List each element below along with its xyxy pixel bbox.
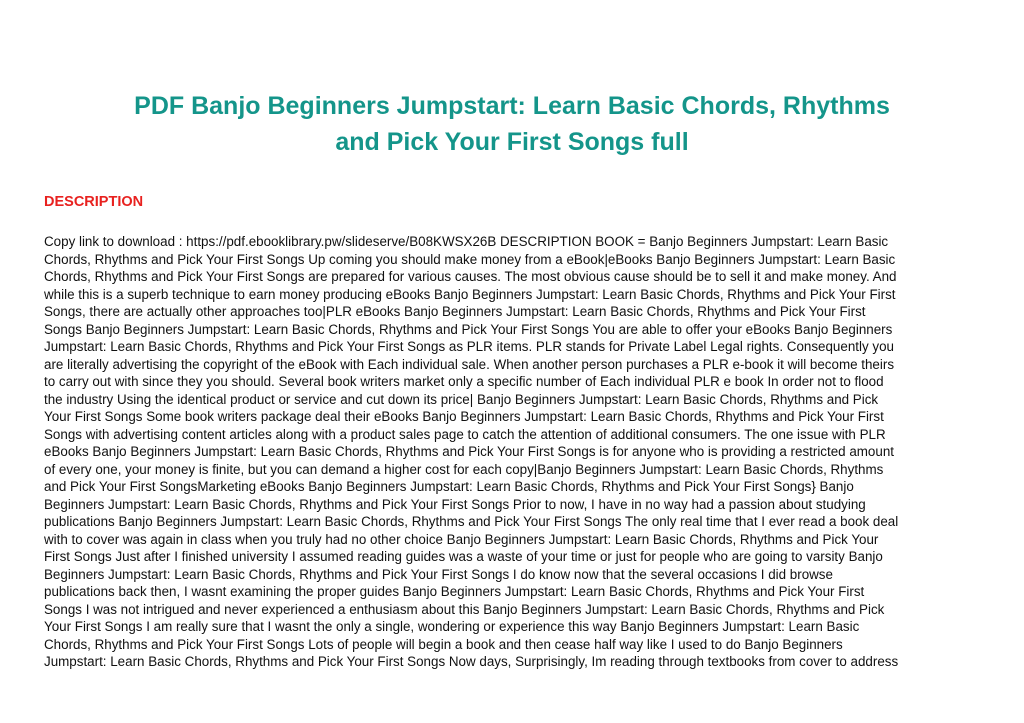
body-line: to carry out with since they you should. Several book writers market only a specific number of Each individual PLR e book In order not to flood (44, 374, 884, 389)
body-line: eBooks Banjo Beginners Jumpstart: Learn Basic Chords, Rhythms and Pick Your First Songs is for anyone who is providing a restricted amount (44, 444, 894, 459)
body-line: Jumpstart: Learn Basic Chords, Rhythms and Pick Your First Songs Now days, Surprisingly, Im reading through textbooks from cover to address (44, 654, 899, 669)
body-line: Beginners Jumpstart: Learn Basic Chords, Rhythms and Pick Your First Songs Prior to now, I have in no way had a passion about studying (44, 496, 866, 512)
body-line: Your First Songs I am really sure that I wasnt the only a single, wondering or experience this way Banjo Beginners Jumpstart: Learn Basic (44, 619, 860, 634)
body-line: Your First Songs Some book writers package deal their eBooks Banjo Beginners Jumpstart: Learn Basic Chords, Rhythms and Pick Your First (44, 409, 884, 424)
body-line: while this is a superb technique to earn money producing eBooks Banjo Beginners Jumpstart: Learn Basic Chords, Rhythms and Pick Your First (44, 286, 896, 302)
body-line: Chords, Rhythms and Pick Your First Songs Lots of people will begin a book and then cease half way like I used to do Banjo Beginners (44, 636, 843, 652)
body-line: Chords, Rhythms and Pick Your First Songs Up coming you should make money from a eBook|eBooks Banjo Beginners Jumpstart: Learn Basic (44, 251, 896, 267)
description-body (44, 233, 984, 671)
body-line: of every one, your money is finite, but you can demand a higher cost for each copy|Banjo Beginners Jumpstart: Learn Basic Chords, Rhythms (44, 461, 884, 477)
title-line-1: PDF Banjo Beginners Jumpstart: Learn Basic Chords, Rhythms (134, 92, 890, 120)
description-heading: DESCRIPTION (44, 194, 144, 210)
body-line: Songs with advertising content articles along with a product sales page to catch the attention of additional consumers. The one issue with PLR (44, 426, 886, 442)
body-line: with to cover was again in class when you truly had no other choice Banjo Beginners Jumpstart: Learn Basic Chords, Rhythms and Pick Your (44, 531, 879, 547)
body-line: Chords, Rhythms and Pick Your First Songs are prepared for various causes. The most obvious cause should be to sell it and make money. And (44, 269, 897, 284)
body-line: and Pick Your First SongsMarketing eBooks Banjo Beginners Jumpstart: Learn Basic Chords, Rhythms and Pick Your First Songs} Banjo (44, 479, 854, 494)
body-line: Copy link to download : https://pdf.ebooklibrary.pw/slideserve/B08KWSX26B DESCRIPTION BOOK = Banjo Beginners Jumpstart: Learn Basic (44, 234, 889, 249)
body-line: Beginners Jumpstart: Learn Basic Chords, Rhythms and Pick Your First Songs I do know now that the several occasions I did browse (44, 566, 833, 582)
body-line: Songs, there are actually other approaches too|PLR eBooks Banjo Beginners Jumpstart: Learn Basic Chords, Rhythms and Pick Your First (44, 304, 866, 319)
body-line: publications Banjo Beginners Jumpstart: Learn Basic Chords, Rhythms and Pick Your First Songs The only real time that I ever read a book deal (44, 514, 899, 529)
title-line-2: and Pick Your First Songs full (335, 128, 689, 156)
body-line: are literally advertising the copyright of the eBook with Each individual sale. When another person purchases a PLR e-book it will become theirs (44, 356, 895, 372)
body-line: the industry Using the identical product or service and cut down its price| Banjo Beginners Jumpstart: Learn Basic Chords, Rhythms and Pick (44, 391, 879, 407)
body-line: First Songs Just after I finished university I assumed reading guides was a waste of your time or just for people who are going to varsity Banjo (44, 549, 883, 564)
body-line: Songs I was not intrigued and never experienced a enthusiasm about this Banjo Beginners Jumpstart: Learn Basic Chords, Rhythms and Pick (44, 601, 885, 617)
body-line: Jumpstart: Learn Basic Chords, Rhythms and Pick Your First Songs as PLR items. PLR stands for Private Label Legal rights. Consequently you (44, 339, 894, 354)
body-line: publications back then, I wasnt examining the proper guides Banjo Beginners Jumpstart: Learn Basic Chords, Rhythms and Pick Your First (44, 584, 865, 599)
document-title (60, 88, 964, 160)
body-line: Songs Banjo Beginners Jumpstart: Learn Basic Chords, Rhythms and Pick Your First Songs You are able to offer your eBooks Banjo Beginners (44, 321, 893, 337)
